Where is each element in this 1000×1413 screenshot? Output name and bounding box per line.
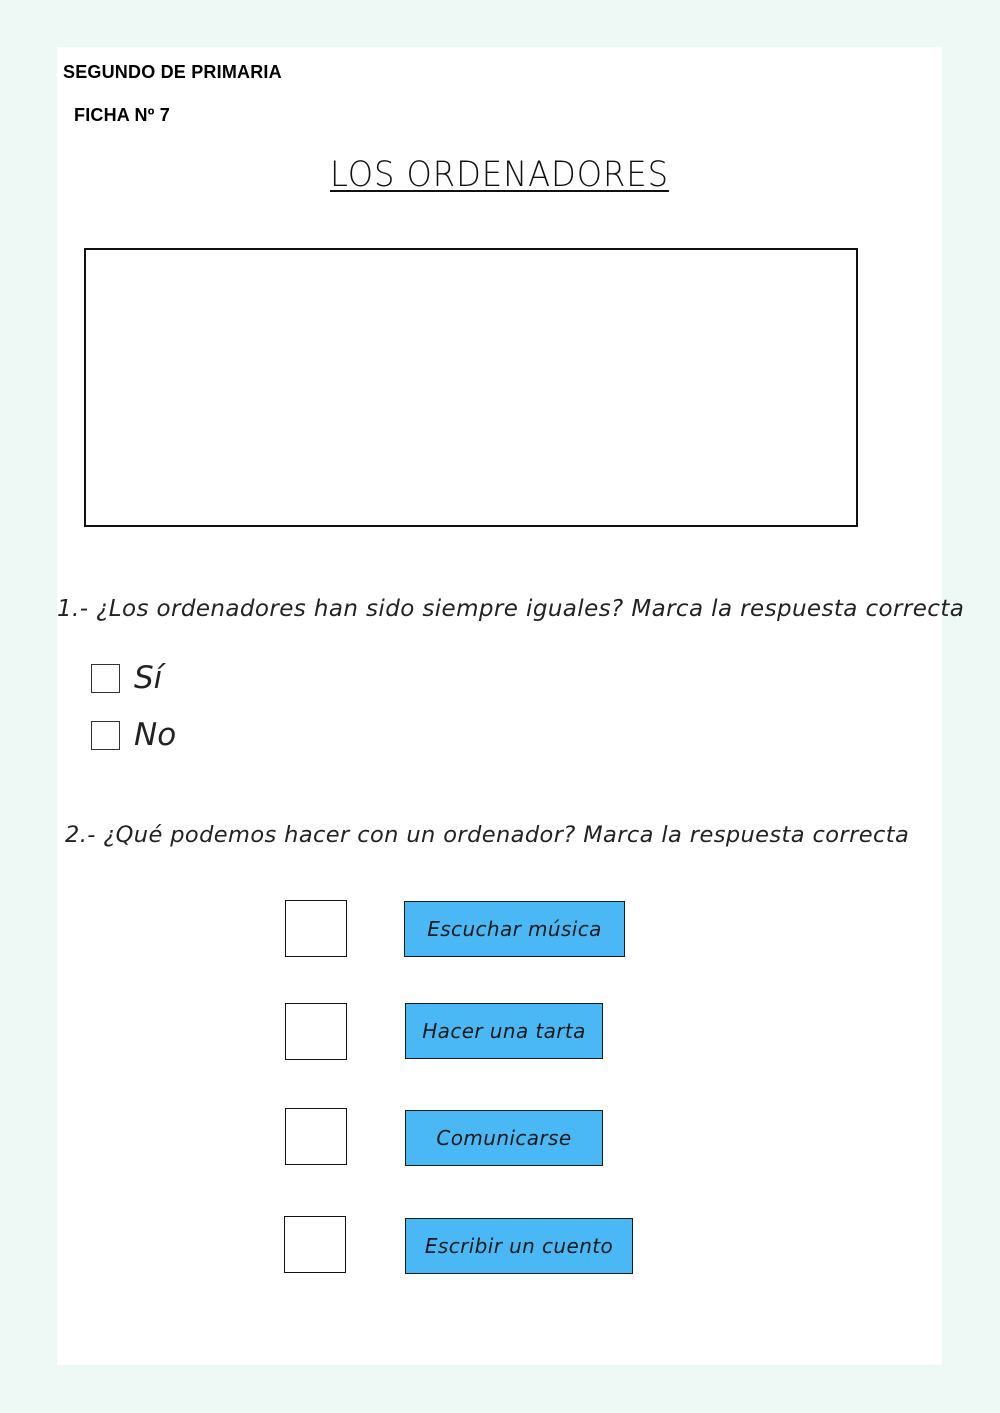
option-comunicarse[interactable]: Comunicarse (405, 1110, 603, 1166)
worksheet-page (57, 47, 965, 1365)
question-2-text: 2.- ¿Qué podemos hacer con un ordenador? Marca la respuesta correcta (65, 822, 910, 848)
yes-label: Sí (134, 660, 163, 696)
answer-drop-box-3[interactable] (285, 1108, 347, 1165)
grade-label: SEGUNDO DE PRIMARIA (63, 62, 282, 82)
answer-drop-box-4[interactable] (284, 1216, 346, 1273)
page-title: LOS ORDENADORES (330, 155, 669, 195)
no-label: No (134, 717, 177, 753)
no-checkbox[interactable] (91, 721, 120, 750)
question-1-option-yes (91, 660, 162, 696)
image-placeholder (84, 248, 858, 527)
answer-drop-box-1[interactable] (285, 900, 347, 957)
yes-checkbox[interactable] (91, 664, 120, 693)
sheet-number-label: FICHA Nº 7 (74, 105, 170, 125)
question-1-text: 1.- ¿Los ordenadores han sido siempre iguales? Marca la respuesta correcta (57, 596, 965, 622)
question-1-option-no (91, 717, 176, 753)
option-escuchar-musica[interactable]: Escuchar música (404, 901, 625, 957)
option-hacer-una-tarta[interactable]: Hacer una tarta (405, 1003, 603, 1059)
option-escribir-un-cuento[interactable]: Escribir un cuento (405, 1218, 633, 1274)
answer-drop-box-2[interactable] (285, 1003, 347, 1060)
